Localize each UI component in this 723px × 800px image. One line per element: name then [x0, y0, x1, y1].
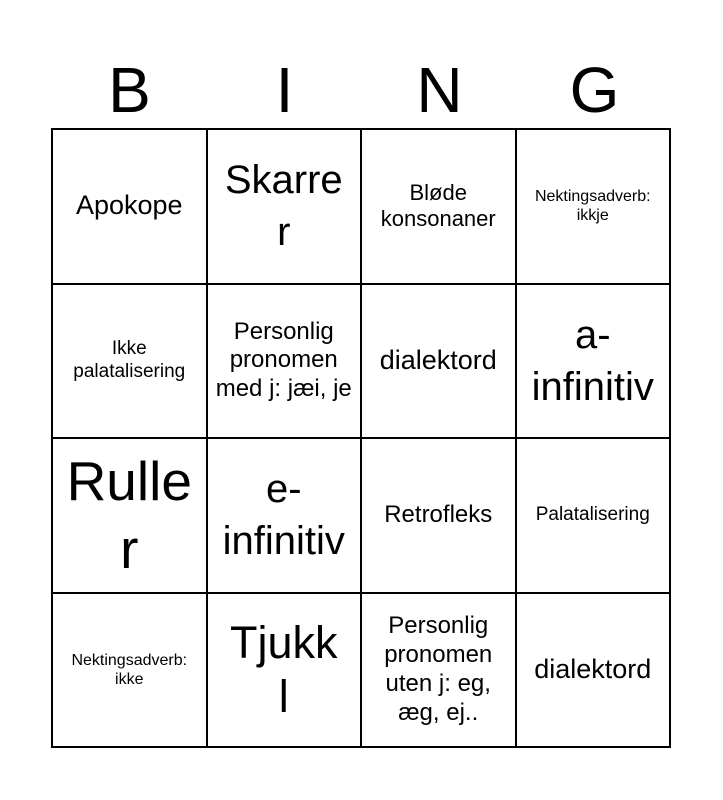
bingo-cell[interactable]: Personlig pronomen med j: jæi, je	[207, 284, 362, 439]
header-letter-i: I	[275, 54, 294, 126]
bingo-cell[interactable]: a- infinitiv	[516, 284, 671, 439]
bingo-cell[interactable]: e- infinitiv	[207, 438, 362, 593]
bingo-cell[interactable]: Personlig pronomen uten j: eg, æg, ej..	[361, 593, 516, 748]
bingo-cell[interactable]: Rulle r	[52, 438, 207, 593]
bingo-cell[interactable]: Skarre r	[207, 129, 362, 284]
bingo-header	[52, 52, 672, 128]
header-letter-n: N	[416, 54, 463, 126]
bingo-cell[interactable]: Palatalisering	[516, 438, 671, 593]
header-letter-b: B	[108, 54, 151, 126]
bingo-cell[interactable]: dialektord	[516, 593, 671, 748]
bingo-cell[interactable]: Ikke palatalisering	[52, 284, 207, 439]
bingo-cell[interactable]: Tjukk l	[207, 593, 362, 748]
bingo-cell[interactable]: Bløde konsonaner	[361, 129, 516, 284]
bingo-grid	[51, 128, 671, 748]
bingo-cell[interactable]: dialektord	[361, 284, 516, 439]
header-letter-g: G	[569, 54, 620, 126]
bingo-cell[interactable]: Nektingsadverb: ikkje	[516, 129, 671, 284]
bingo-cell[interactable]: Apokope	[52, 129, 207, 284]
bingo-cell[interactable]: Nektingsadverb: ikke	[52, 593, 207, 748]
bingo-cell[interactable]: Retrofleks	[361, 438, 516, 593]
